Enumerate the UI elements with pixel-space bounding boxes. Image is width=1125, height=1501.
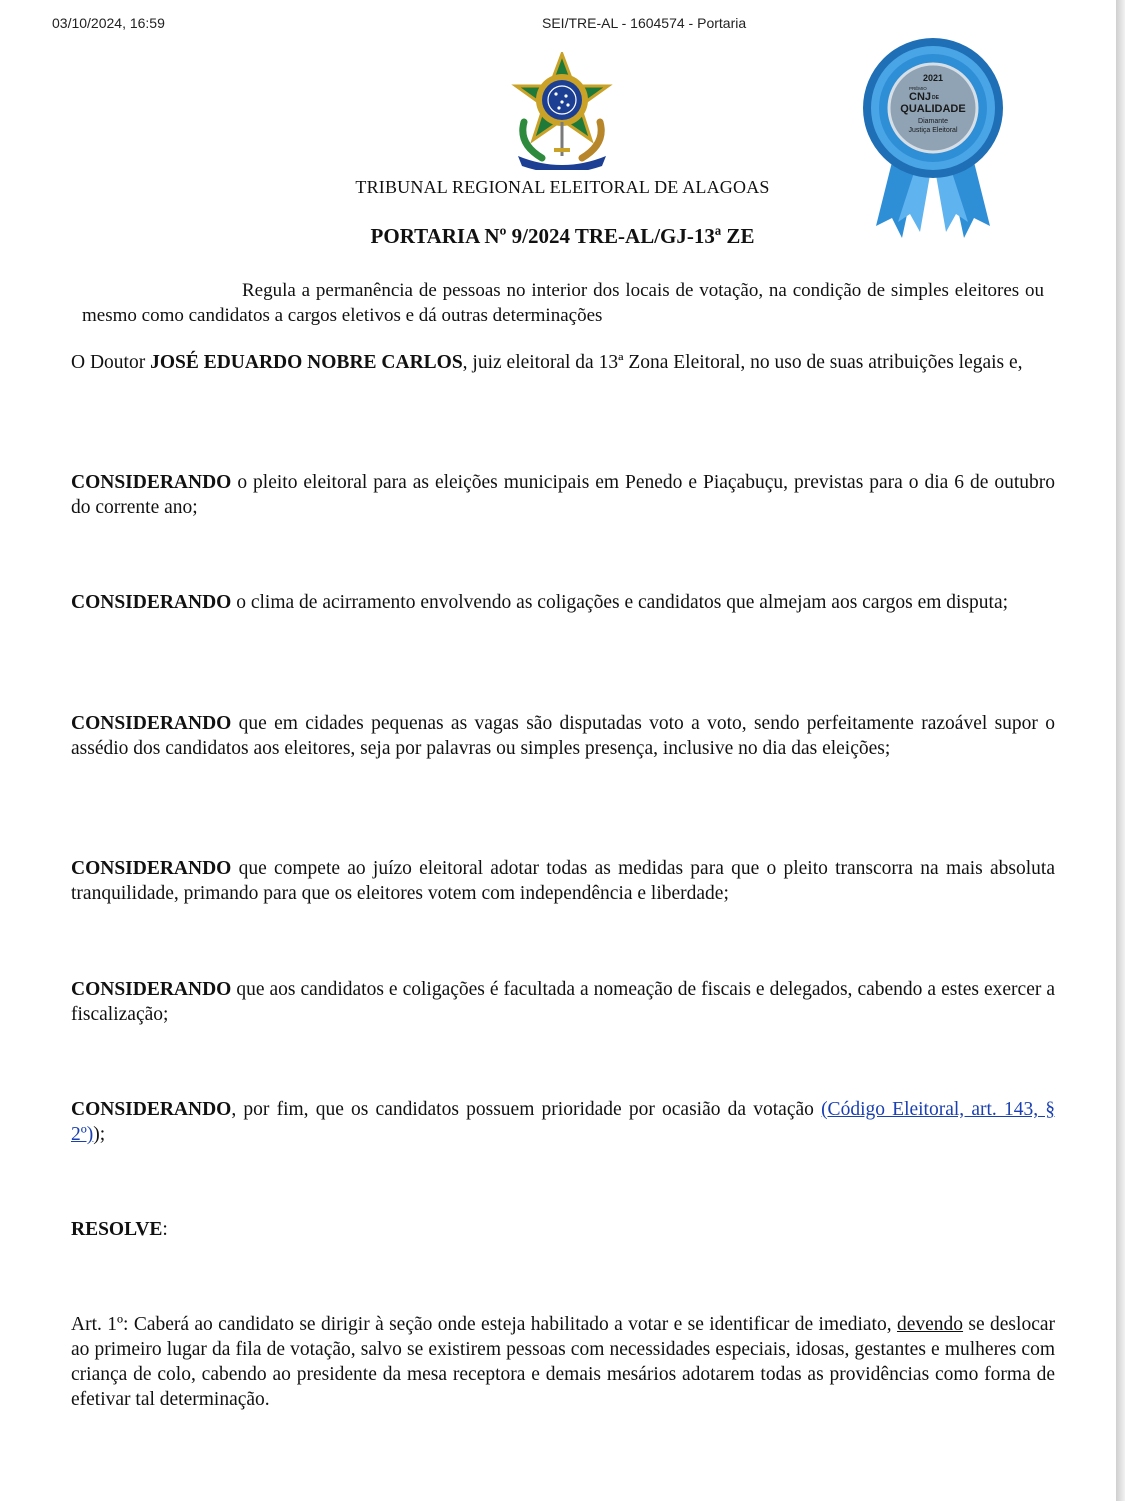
page-edge-shadow [1116, 0, 1125, 1501]
considerando-paragraph: CONSIDERANDO o pleito eleitoral para as eleições municipais em Penedo e Piaçabuçu, previstas para o dia 6 de outubro do corrente ano; [71, 472, 1055, 518]
document-title: PORTARIA Nº 9/2024 TRE-AL/GJ-13ª ZE [370, 224, 755, 248]
badge-qualidade: QUALIDADE [900, 103, 966, 115]
print-datetime: 03/10/2024, 16:59 [52, 15, 165, 31]
considerando-paragraph: CONSIDERANDO o clima de acirramento envolvendo as coligações e candidatos que almejam aos cargos em disputa; [71, 592, 1009, 613]
ementa: Regula a permanência de pessoas no interior dos locais de votação, na condição de simples eleitores ou mesmo como candidatos a cargos eletivos e dá outras determinações [82, 280, 1044, 326]
brazil-coat-of-arms-icon [506, 52, 618, 170]
badge-year: 2021 [922, 73, 944, 83]
resolve-heading: RESOLVE: [71, 1219, 168, 1240]
article-1: Art. 1º: Caberá ao candidato se dirigir à seção onde esteja habilitado a votar e se identificar de imediato, devendo se deslocar ao primeiro lugar da fila de votação, salvo se existirem pessoas com necessidades especiais, idosas, gestantes e mulheres com criança de colo, cabendo ao presidente da mesa receptora e demais mesários adotarem todas as providências como forma de efetivar tal determinação. [71, 1314, 1055, 1410]
badge-de: DE [932, 95, 939, 101]
considerando-paragraph: CONSIDERANDO que em cidades pequenas as vagas são disputadas voto a voto, sendo perfeitamente razoável supor o assédio dos candidatos aos eleitores, seja por palavras ou simples presença, inclusive no dia das eleições; [71, 713, 1055, 759]
preamble: O Doutor JOSÉ EDUARDO NOBRE CARLOS, juiz eleitoral da 13ª Zona Eleitoral, no uso de suas atribuições legais e, [71, 352, 1023, 373]
badge-branch: Justiça Eleitoral [908, 127, 958, 134]
badge-level: Diamante [918, 118, 948, 125]
cnj-quality-award-badge-icon [858, 36, 1008, 246]
considerando-paragraph: CONSIDERANDO que compete ao juízo eleitoral adotar todas as medidas para que o pleito transcorra na mais absoluta tranquilidade, primando para que os eleitores votem com independência e liberdade; [71, 858, 1055, 904]
print-document-reference: SEI/TRE-AL - 1604574 - Portaria [542, 15, 747, 31]
codigo-eleitoral-link[interactable]: (Código Eleitoral, art. 143, § 2º) [71, 1099, 1056, 1145]
badge-cnj: CNJ [909, 91, 932, 103]
institution-name: TRIBUNAL REGIONAL ELEITORAL DE ALAGOAS [355, 177, 770, 197]
judge-name: JOSÉ EDUARDO NOBRE CARLOS [150, 352, 463, 373]
badge-premio: PRÊMIO [909, 86, 927, 91]
considerando-paragraph: CONSIDERANDO que aos candidatos e coligações é facultada a nomeação de fiscais e delegados, cabendo a estes exercer a fiscalização; [71, 979, 1055, 1025]
considerando-paragraph: CONSIDERANDO, por fim, que os candidatos possuem prioridade por ocasião da votação (Código Eleitoral, art. 143, § 2º)); [71, 1099, 1056, 1145]
